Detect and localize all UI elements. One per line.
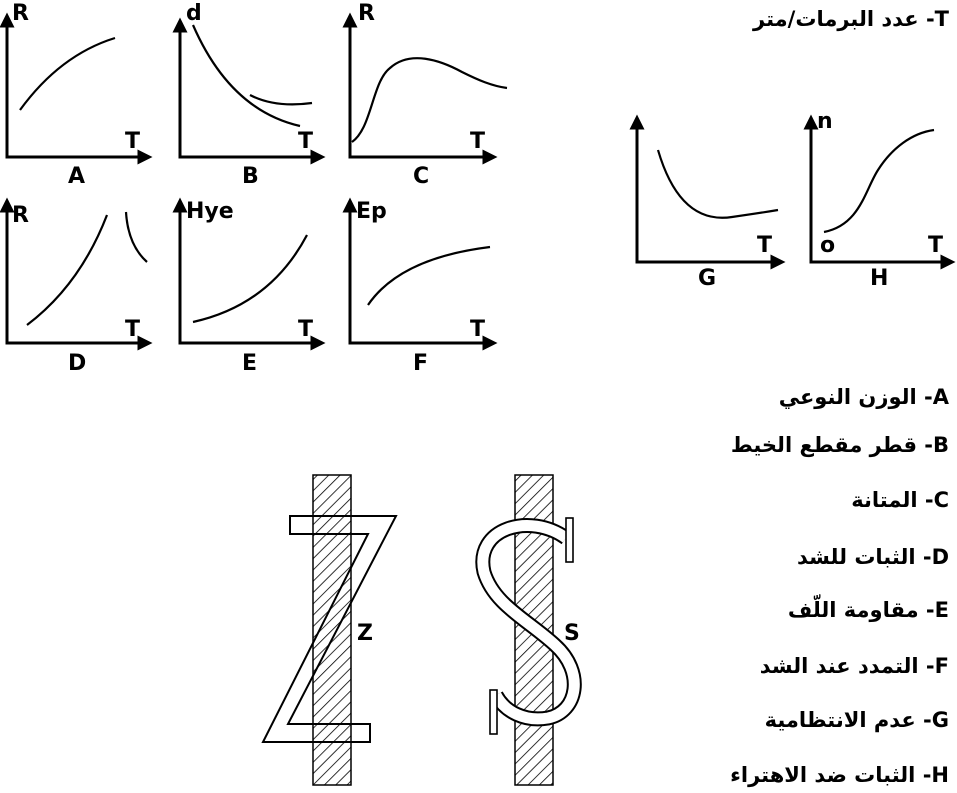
graph-e-x-label: T (298, 317, 314, 342)
graph-g-id: G (698, 266, 717, 291)
graph-b (180, 1, 318, 189)
graph-c (350, 1, 507, 189)
graph-b-id: B (242, 164, 259, 189)
legend-h-text: الثبات ضد الاهتراء (730, 763, 916, 787)
graph-f (350, 199, 490, 376)
graph-d (7, 203, 147, 376)
legend-t-text: عدد البرمات/متر (753, 7, 919, 31)
graph-h-id: H (870, 266, 889, 291)
legend-d-key: D (931, 545, 949, 569)
legend-c: C- المتانة (851, 488, 949, 512)
legend-g: G- عدم الانتظامية (764, 708, 949, 732)
legend-c-text: المتانة (851, 488, 918, 512)
graph-e-id: E (242, 351, 258, 376)
graph-c-x-label: T (470, 129, 486, 154)
graph-g (637, 122, 778, 291)
graph-f-x-label: T (470, 317, 486, 342)
graph-b-y-label: d (186, 1, 202, 26)
graph-c-id: C (413, 164, 430, 189)
graph-f-y-label: Ep (356, 199, 387, 224)
legend-c-key: C (933, 488, 949, 512)
graph-h (811, 109, 948, 291)
graph-a-y-label: R (12, 1, 29, 26)
graph-d-id: D (68, 351, 87, 376)
legend-b-text: قطر مقطع الخيط (730, 433, 917, 457)
legend-g-text: عدم الانتظامية (764, 708, 916, 732)
graph-h-y-label: n (817, 109, 833, 134)
graph-h-origin-label: o (820, 233, 836, 258)
graph-f-id: F (413, 351, 429, 376)
legend-f-key: F (934, 654, 949, 678)
legend-b-key: B (932, 433, 949, 457)
legend-a-key: A (932, 385, 949, 409)
graph-d-x-label: T (125, 317, 141, 342)
legend-t-key: T (934, 7, 949, 31)
graph-c-y-label: R (358, 1, 375, 26)
legend-e-text: مقاومة اللّف (787, 598, 919, 622)
legend-t: T- عدد البرمات/متر (753, 7, 949, 31)
graph-a-x-label: T (125, 129, 141, 154)
legend-b: B- قطر مقطع الخيط (730, 433, 949, 457)
graph-e-y-label: Hye (186, 199, 234, 224)
legend-d: D- الثبات للشد (797, 545, 949, 569)
legend-g-key: G (931, 708, 949, 732)
legend-a: A- الوزن النوعي (778, 385, 949, 409)
graph-a (7, 1, 145, 189)
graph-a-id: A (68, 164, 86, 189)
legend-e-key: E (934, 598, 949, 622)
legend-d-text: الثبات للشد (797, 545, 916, 569)
s-twist-label: S (564, 621, 580, 646)
graph-b-x-label: T (298, 129, 314, 154)
legend-h-key: H (931, 763, 949, 787)
graph-h-x-label: T (928, 233, 944, 258)
legend-f-text: التمدد عند الشد (759, 654, 919, 678)
z-twist-yarn (263, 475, 396, 785)
s-twist-yarn (483, 475, 580, 785)
legend-a-text: الوزن النوعي (778, 385, 917, 409)
graph-d-y-label: R (12, 203, 29, 228)
graph-g-x-label: T (757, 233, 773, 258)
legend-h: H- الثبات ضد الاهتراء (730, 763, 949, 787)
z-twist-label: Z (357, 621, 373, 646)
legend-f: F- التمدد عند الشد (759, 654, 949, 678)
legend-e: E- مقاومة اللّف (787, 598, 949, 622)
graph-e (180, 199, 318, 376)
